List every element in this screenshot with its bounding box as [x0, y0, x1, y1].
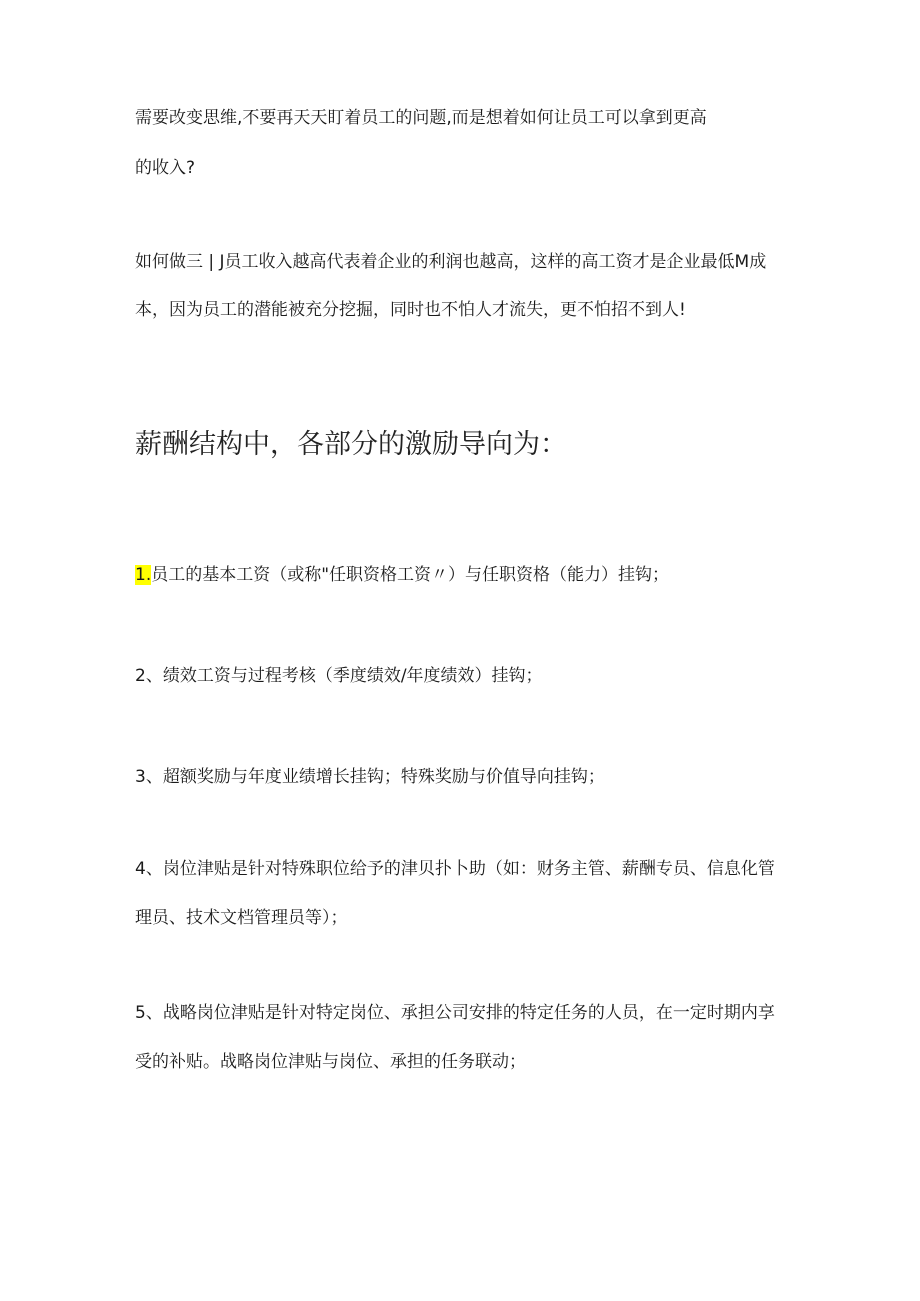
section-heading: 薪酬结构中，各部分的激励导向为： — [135, 429, 567, 460]
list-item-1-text: 员工的基本工资（或称"任职资格工资〃）与任职资格（能力）挂钩； — [151, 565, 670, 585]
list-item-5-line-2: 受的补贴。战略岗位津贴与岗位、承担的任务联动； — [135, 1052, 526, 1072]
list-item-4-line-1: 4、岗位津贴是针对特殊职位给予的津贝扑卜助（如：财务主管、薪酬专员、信息化管 — [135, 859, 775, 879]
paragraph-2-line-1: 如何做三 | J员工收入越高代表着企业的利润也越高，这样的高工资才是企业最低M成 — [135, 252, 767, 272]
list-item-1-marker: 1. — [135, 565, 152, 585]
list-item-5-line-1: 5、战略岗位津贴是针对特定岗位、承担公司安排的特定任务的人员，在一定时期内享 — [135, 1003, 775, 1023]
list-item-1 — [135, 563, 669, 587]
list-item-4-line-2: 理员、技术文档管理员等）； — [135, 908, 348, 928]
paragraph-2-line-2: 本，因为员工的潜能被充分挖掘，同时也不怕人才流失，更不怕招不到人! — [135, 300, 686, 320]
paragraph-1-line-1: 需要改变思维,不要再天天盯着员工的问题,而是想着如何让员工可以拿到更高 — [135, 108, 707, 128]
list-item-3: 3、超额奖励与年度业绩增长挂钩；特殊奖励与价值导向挂钩； — [135, 767, 605, 787]
list-item-2: 2、绩效工资与过程考核（季度绩效/年度绩效）挂钩； — [135, 666, 543, 686]
paragraph-1-line-2: 的收入? — [135, 158, 196, 178]
